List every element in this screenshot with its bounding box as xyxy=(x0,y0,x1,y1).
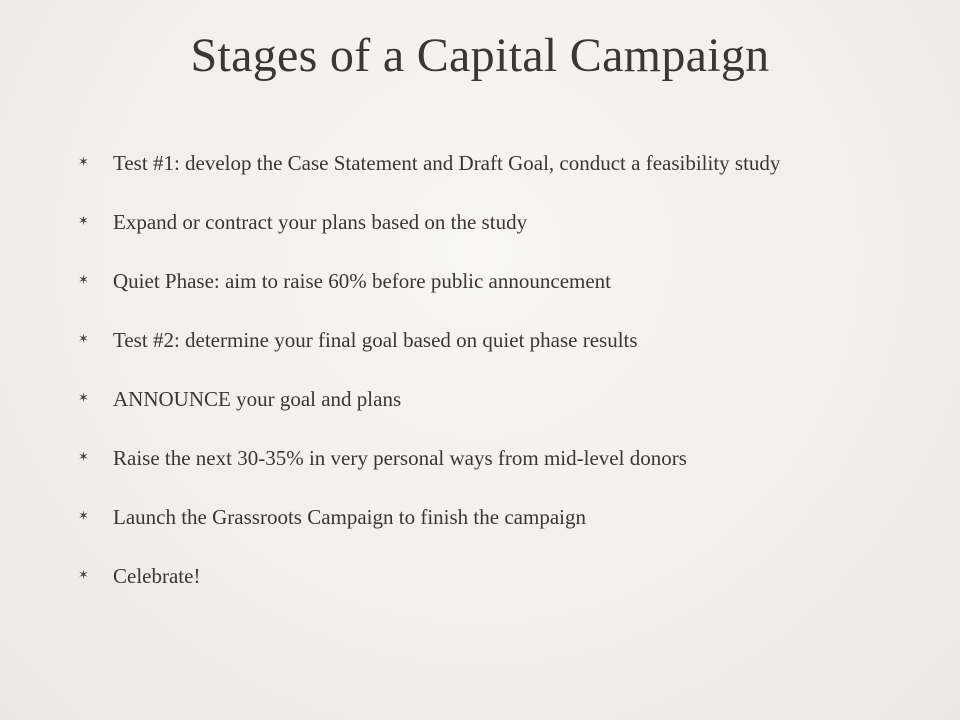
bullet-text: ANNOUNCE your goal and plans xyxy=(113,387,402,411)
bullet-text: Raise the next 30-35% in very personal ways from mid-level donors xyxy=(113,446,687,470)
bullet-item xyxy=(78,386,878,412)
bullet-item xyxy=(78,563,878,589)
bullet-text: Expand or contract your plans based on the study xyxy=(113,210,528,234)
star-icon: ✶ xyxy=(78,273,89,288)
bullet-text: Test #2: determine your final goal based on quiet phase results xyxy=(113,328,638,352)
bullet-text: Test #1: develop the Case Statement and Draft Goal, conduct a feasibility study xyxy=(113,151,781,175)
star-icon: ✶ xyxy=(78,155,89,170)
star-icon: ✶ xyxy=(78,568,89,583)
bullet-item xyxy=(78,327,878,353)
bullet-list xyxy=(78,150,878,589)
bullet-item xyxy=(78,209,878,235)
star-icon: ✶ xyxy=(78,214,89,229)
star-icon: ✶ xyxy=(78,391,89,406)
star-icon: ✶ xyxy=(78,509,89,524)
star-icon: ✶ xyxy=(78,332,89,347)
slide-title: Stages of a Capital Campaign xyxy=(190,29,770,82)
bullet-item xyxy=(78,268,878,294)
bullet-text: Launch the Grassroots Campaign to finish the campaign xyxy=(113,505,586,529)
bullet-item xyxy=(78,150,878,176)
bullet-item xyxy=(78,504,878,530)
bullet-text: Quiet Phase: aim to raise 60% before public announcement xyxy=(113,269,612,293)
star-icon: ✶ xyxy=(78,450,89,465)
bullet-text: Celebrate! xyxy=(113,564,201,588)
bullet-item xyxy=(78,445,878,471)
